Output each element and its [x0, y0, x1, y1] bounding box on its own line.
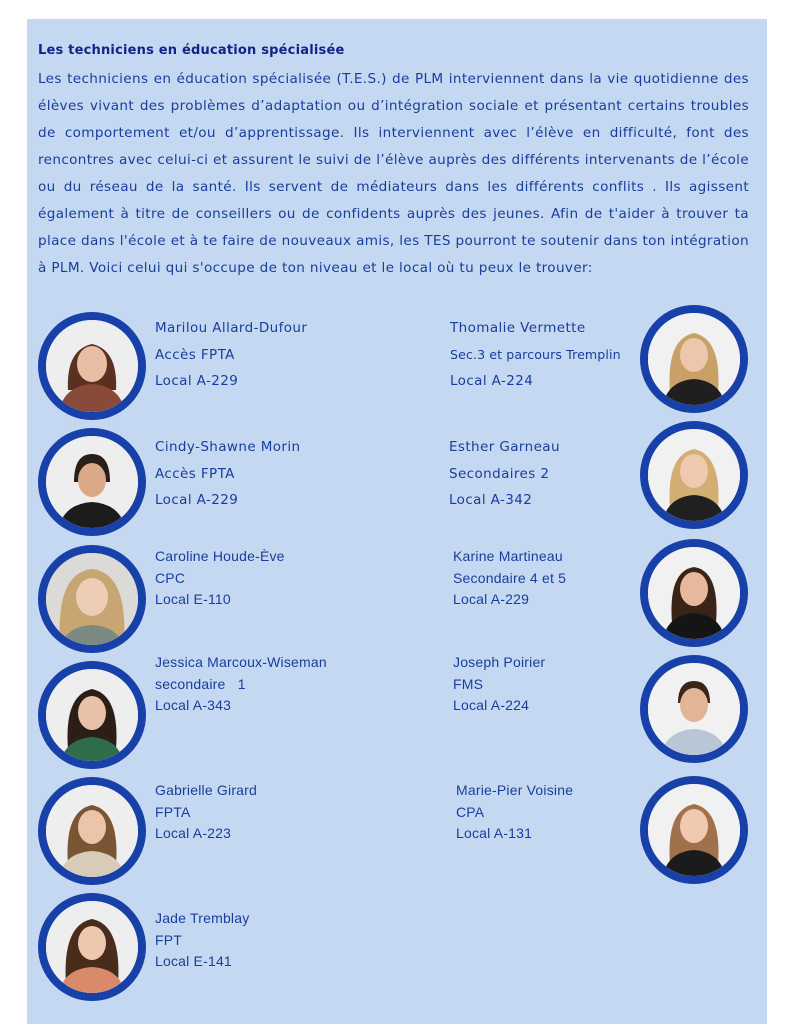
staff-card	[450, 315, 621, 395]
profile-photo	[640, 305, 748, 413]
staff-card	[155, 652, 327, 717]
section-heading: Les techniciens en éducation spécialisée	[38, 43, 345, 58]
staff-local: Local A-224	[453, 697, 530, 713]
staff-name: Marilou Allard-Dufour	[155, 320, 308, 336]
staff-card	[155, 780, 257, 845]
person-photo-icon	[46, 553, 138, 645]
staff-role: Sec.3 et parcours Tremplin	[450, 346, 621, 362]
person-photo-icon	[648, 547, 740, 639]
staff-card	[155, 908, 249, 973]
profile-photo	[38, 777, 146, 885]
profile-photo	[38, 893, 146, 1001]
staff-role: FMS	[453, 675, 484, 692]
staff-name: Cindy-Shawne Morin	[155, 439, 301, 455]
staff-local: Local A-223	[155, 825, 232, 841]
staff-card	[155, 546, 285, 611]
staff-role: CPC	[155, 569, 186, 586]
staff-name: Jessica Marcoux-Wiseman	[155, 654, 327, 670]
staff-role: FPT	[155, 931, 183, 948]
profile-photo	[640, 539, 748, 647]
staff-name: Marie-Pier Voisine	[456, 782, 574, 798]
staff-card	[449, 434, 560, 514]
staff-name: Gabrielle Girard	[155, 782, 258, 798]
profile-photo	[38, 312, 146, 420]
intro-paragraph: Les techniciens en éducation spécialisée (T.E.S.) de PLM interviennent dans la vie quotidienne des élèves vivant des problèmes d’adaptation ou d’intégration sociale et présentant certains troubles de comportement et/ou d’apprentissage. Ils interviennent avec l’élève en difficulté, font des rencontres avec celui-ci et assurent le suivi de l’élève auprès des différents intervenants de l’école ou du réseau de la santé. Ils servent de médiateurs dans les différents conflits . Ils agissent également à titre de conseillers ou de confidents auprès des jeunes. Afin de t'aider à trouver ta place dans l'école et à te faire de nouveaux amis, les TES pourront te soutenir dans ton intégration à PLM. Voici celui qui s'occupe de ton niveau et le local où tu peux le trouver:	[38, 71, 749, 276]
staff-local: Local E-141	[155, 953, 232, 969]
staff-local: Local E-110	[155, 591, 231, 607]
person-photo-icon	[46, 436, 138, 528]
staff-local: Local A-229	[155, 373, 239, 389]
staff-name: Joseph Poirier	[453, 654, 546, 670]
staff-local: Local A-131	[456, 825, 533, 841]
profile-photo	[38, 545, 146, 653]
staff-role: Secondaires 2	[449, 465, 550, 482]
person-photo-icon	[648, 784, 740, 876]
staff-role: FPTA	[155, 803, 191, 820]
staff-card	[155, 315, 307, 395]
staff-role: Secondaire 4 et 5	[453, 569, 567, 586]
staff-card	[453, 546, 566, 611]
profile-photo	[38, 428, 146, 536]
staff-name: Esther Garneau	[449, 439, 560, 455]
staff-role: CPA	[456, 803, 485, 820]
person-photo-icon	[46, 669, 138, 761]
person-photo-icon	[648, 429, 740, 521]
person-photo-icon	[648, 663, 740, 755]
staff-local: Local A-224	[450, 373, 534, 389]
person-photo-icon	[648, 313, 740, 405]
staff-role: Accès FPTA	[155, 465, 235, 482]
staff-card	[155, 434, 300, 514]
staff-local: Local A-229	[453, 591, 530, 607]
staff-local: Local A-229	[155, 492, 239, 508]
profile-photo	[38, 661, 146, 769]
person-photo-icon	[46, 785, 138, 877]
staff-name: Karine Martineau	[453, 548, 563, 564]
profile-photo	[640, 776, 748, 884]
staff-role: secondaire 1	[155, 675, 246, 692]
profile-photo	[640, 655, 748, 763]
staff-name: Thomalie Vermette	[450, 320, 586, 336]
staff-role: Accès FPTA	[155, 346, 235, 363]
staff-local: Local A-342	[449, 492, 533, 508]
staff-card	[453, 652, 545, 717]
person-photo-icon	[46, 901, 138, 993]
person-photo-icon	[46, 320, 138, 412]
staff-name: Caroline Houde-Ève	[155, 548, 285, 564]
document-page	[27, 19, 767, 1024]
staff-name: Jade Tremblay	[155, 910, 250, 926]
staff-local: Local A-343	[155, 697, 232, 713]
staff-card	[456, 780, 573, 845]
profile-photo	[640, 421, 748, 529]
